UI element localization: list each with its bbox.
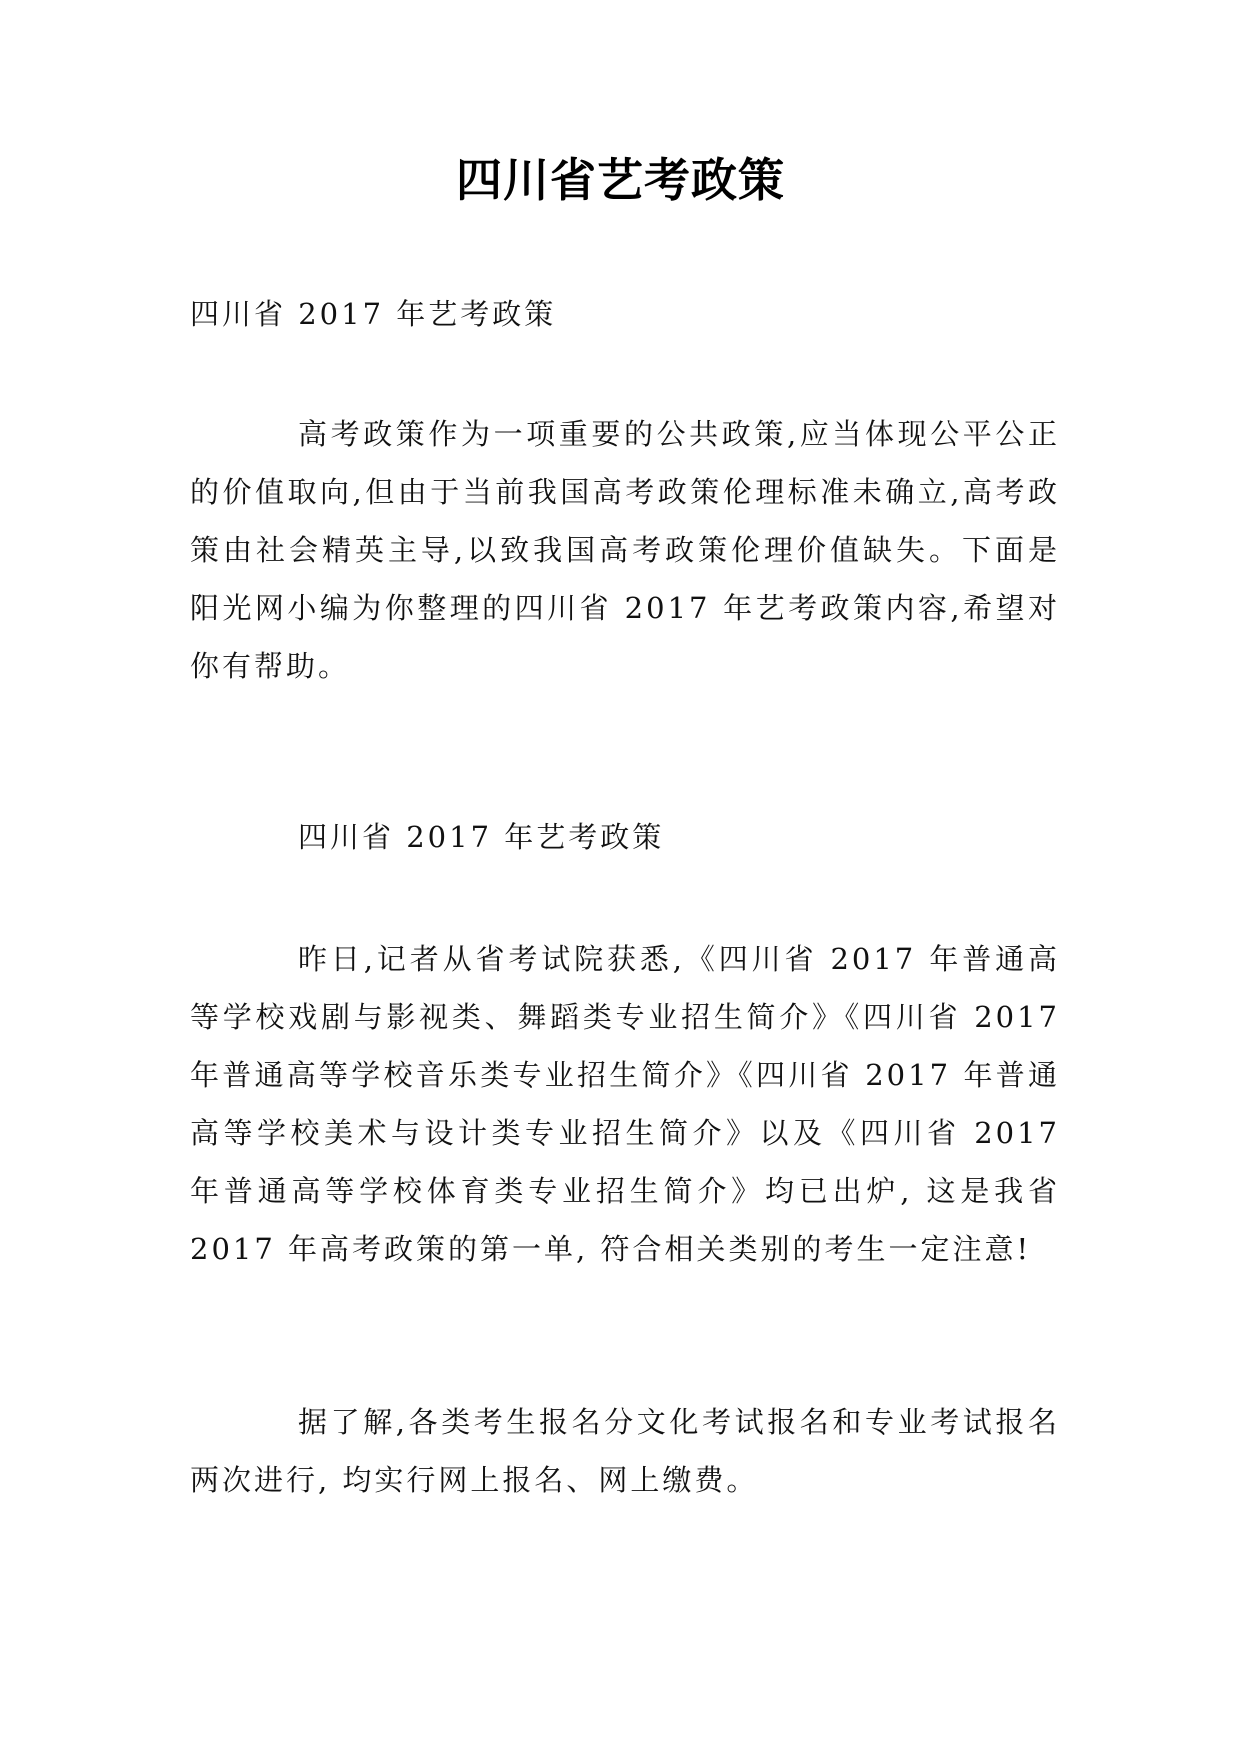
registration-paragraph: 据了解,各类考生报名分文化考试报名和专业考试报名两次进行, 均实行网上报名、网上缴费。 bbox=[190, 1405, 1060, 1497]
intro-paragraph: 高考政策作为一项重要的公共政策,应当体现公平公正的价值取向,但由于当前我国高考政策伦理标准未确立,高考政策由社会精英主导,以致我国高考政策伦理价值缺失。下面是阳光网小编为你整理的四川省 2017 年艺考政策内容,希望对你有帮助。 bbox=[190, 417, 1060, 683]
document-title: 四川省艺考政策 bbox=[456, 153, 785, 207]
section-heading: 四川省 2017 年艺考政策 bbox=[298, 820, 665, 854]
news-paragraph: 昨日,记者从省考试院获悉,《四川省 2017 年普通高等学校戏剧与影视类、舞蹈类专业招生简介》《四川省 2017 年普通高等学校音乐类专业招生简介》《四川省 2017 年普通高等学校美术与设计类专业招生简介》以及《四川省 2017 年普通高等学校体育类专业招生简介》均已出炉, 这是我省 2017 年高考政策的第一单, 符合相关类别的考生一定注意! bbox=[190, 942, 1060, 1266]
document-subheading: 四川省 2017 年艺考政策 bbox=[190, 297, 557, 331]
